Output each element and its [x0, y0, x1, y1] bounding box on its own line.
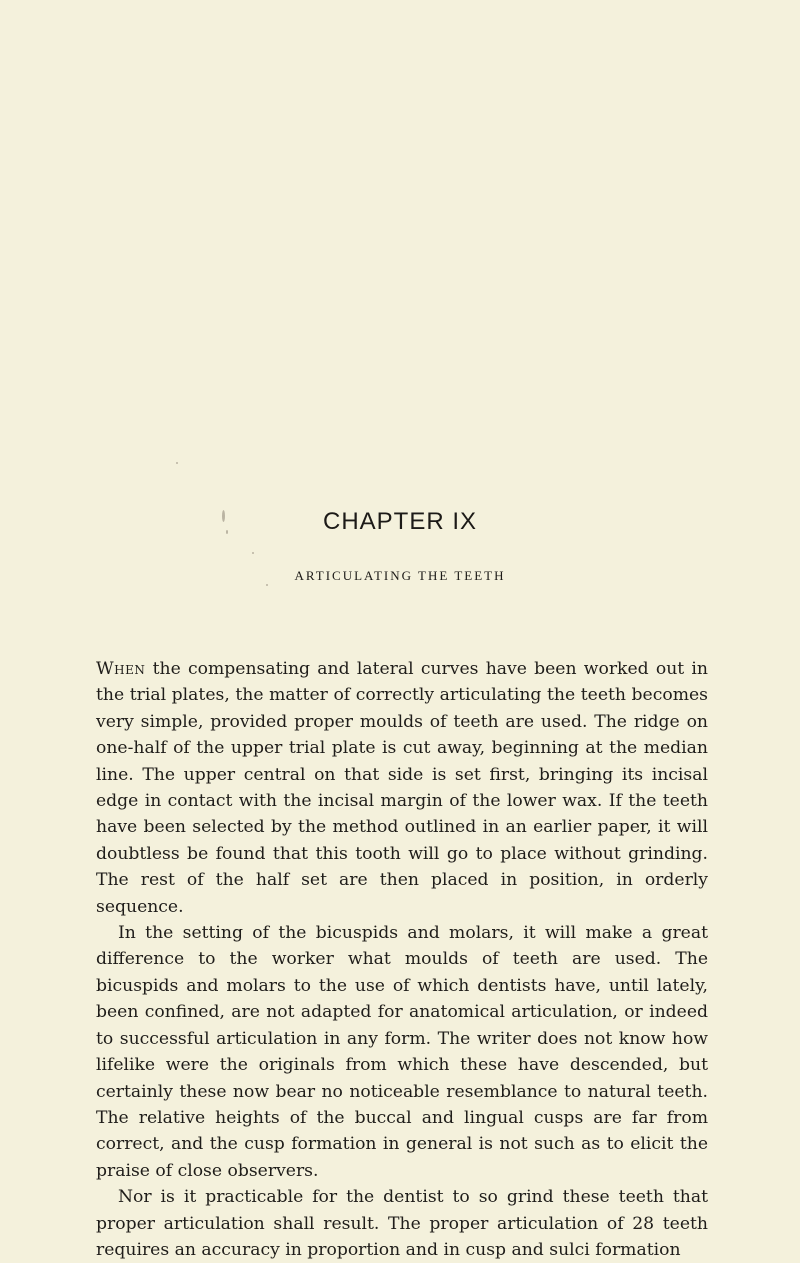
print-speck [266, 584, 268, 586]
print-speck [252, 552, 254, 554]
chapter-subtitle: ARTICULATING THE TEETH [294, 568, 506, 583]
paragraph: Nor is it practicable for the dentist to so grind these teeth that proper articulation shall result. The proper articulation of 28 teeth requires an accuracy in proportion and in cusp and sulci formation [96, 1187, 708, 1260]
chapter-title: CHAPTER IX [322, 508, 478, 535]
chapter-body [96, 656, 708, 1263]
drop-word: When [96, 659, 146, 679]
print-speck [176, 462, 178, 464]
paragraph [96, 656, 708, 920]
paragraph: In the setting of the bicuspids and molars, it will make a great difference to the worker what moulds of teeth are used. The bicuspids and molars to the use of which dentists have, until lately, been confined, are not adapted for anatomical articulation, or indeed to successful articulation in any form. The writer does not know how lifelike were the originals from which these have descended, but certainly these now bear no noticeable resemblance to natural teeth. The relative heights of the buccal and lingual cusps are far from correct, and the cusp formation in general is not such as to elicit the praise of close observers. [96, 923, 708, 1181]
paragraph-text: the compensating and lateral curves have been worked out in the trial plates, the matter of correctly articulating the teeth becomes very simple, provided proper moulds of teeth are used. The ridge on one-half of the upper trial plate is cut away, beginning at the median line. The upper central on that side is set first, bringing its incisal edge in contact with the incisal margin of the lower wax. If the teeth have been selected by the method outlined in an earlier paper, it will doubtless be found that this tooth will go to place without grinding. The rest of the half set are then placed in position, in orderly sequence. [96, 659, 708, 917]
